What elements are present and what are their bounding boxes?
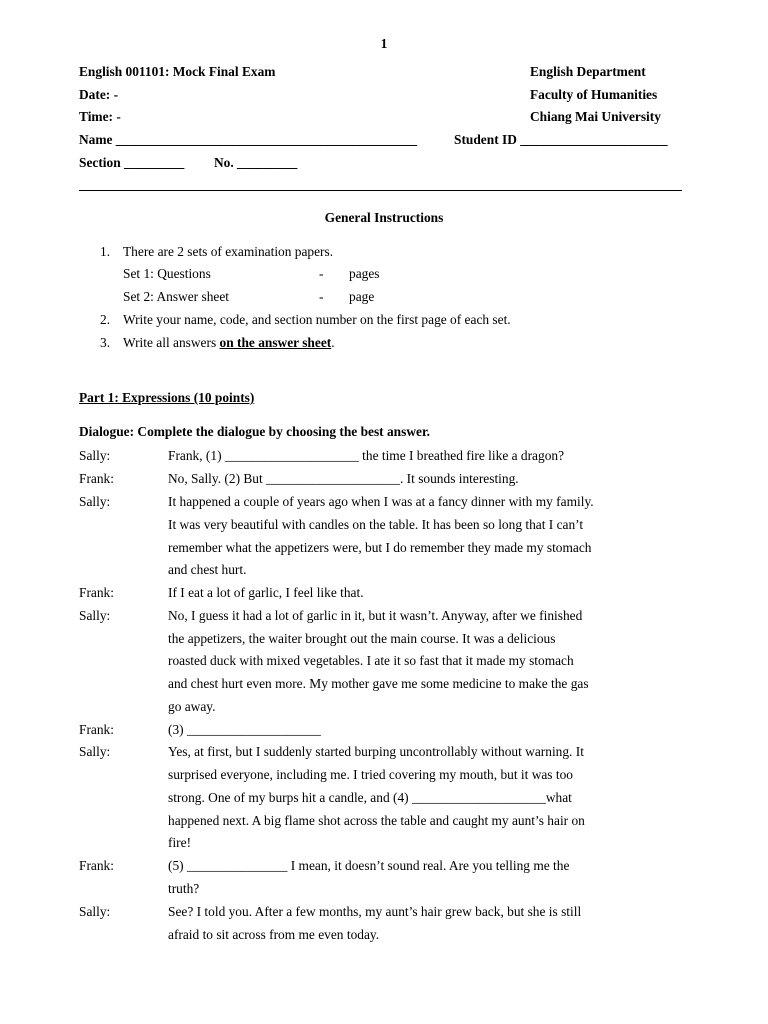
dialogue-line: No, Sally. (2) But ____________________. It sounds interesting. bbox=[168, 471, 519, 486]
set-value: page bbox=[349, 289, 375, 304]
dialogue-line: (5) _______________ I mean, it doesn’t sound real. Are you telling me the bbox=[168, 858, 570, 873]
university: Chiang Mai University bbox=[530, 109, 661, 124]
dialogue-line: (3) ____________________ bbox=[168, 722, 321, 737]
dialogue-line: and chest hurt even more. My mother gave me some medicine to make the gas bbox=[168, 676, 589, 691]
instruction-text: Write all answers on the answer sheet. bbox=[123, 335, 335, 350]
dialogue-line: No, I guess it had a lot of garlic in it, but it wasn’t. Anyway, after we finished bbox=[168, 608, 583, 623]
dialogue-line: remember what the appetizers were, but I do remember they made my stomach bbox=[168, 540, 592, 555]
instruction-number: 3. bbox=[100, 335, 111, 350]
dialogue-line: surprised everyone, including me. I tried covering my mouth, but it was too bbox=[168, 767, 573, 782]
dialogue-line: fire! bbox=[168, 835, 192, 850]
page-number: 1 bbox=[380, 36, 388, 51]
exam-time: Time: - bbox=[79, 109, 121, 124]
set-dash: - bbox=[319, 289, 324, 304]
dialogue-line: It happened a couple of years ago when I was at a fancy dinner with my family. bbox=[168, 494, 594, 509]
dialogue-line: strong. One of my burps hit a candle, and (4) ____________________what bbox=[168, 790, 572, 805]
instruction-number: 1. bbox=[100, 244, 111, 259]
dialogue-line: truth? bbox=[168, 881, 200, 896]
dialogue-line: go away. bbox=[168, 699, 216, 714]
speaker: Frank: bbox=[79, 471, 114, 486]
section-field: Section _________ bbox=[79, 155, 185, 170]
exam-date: Date: - bbox=[79, 87, 119, 102]
speaker: Frank: bbox=[79, 722, 114, 737]
speaker: Sally: bbox=[79, 904, 111, 919]
dialogue-line: and chest hurt. bbox=[168, 562, 247, 577]
dialogue-line: happened next. A big flame shot across the table and caught my aunt’s hair on bbox=[168, 813, 585, 828]
instruction-text: Write your name, code, and section number on the first page of each set. bbox=[123, 312, 511, 327]
instruction-number: 2. bbox=[100, 312, 111, 327]
faculty: Faculty of Humanities bbox=[530, 87, 658, 102]
dialogue-line: Frank, (1) ____________________ the time I breathed fire like a dragon? bbox=[168, 448, 565, 463]
instructions-title: General Instructions bbox=[324, 210, 444, 225]
dialogue-line: afraid to sit across from me even today. bbox=[168, 927, 380, 942]
instruction-text: There are 2 sets of examination papers. bbox=[123, 244, 334, 259]
speaker: Frank: bbox=[79, 858, 114, 873]
speaker: Sally: bbox=[79, 494, 111, 509]
department: English Department bbox=[530, 64, 646, 79]
part1-title: Part 1: Expressions (10 points) bbox=[79, 390, 255, 405]
set-label: Set 2: Answer sheet bbox=[123, 289, 229, 304]
set-value: pages bbox=[349, 266, 380, 281]
course-title: English 001101: Mock Final Exam bbox=[79, 64, 276, 79]
dialogue-line: roasted duck with mixed vegetables. I ate it so fast that it made my stomach bbox=[168, 653, 574, 668]
dialogue-line: Yes, at first, but I suddenly started burping uncontrollably without warning. It bbox=[168, 744, 584, 759]
dialogue-instruction: Dialogue: Complete the dialogue by choosing the best answer. bbox=[79, 424, 431, 439]
set-label: Set 1: Questions bbox=[123, 266, 211, 281]
speaker: Sally: bbox=[79, 744, 111, 759]
dialogue-line: It was very beautiful with candles on the table. It has been so long that I can’t bbox=[168, 517, 584, 532]
name-field: Name _____________________________________________ bbox=[79, 132, 418, 147]
set-dash: - bbox=[319, 266, 324, 281]
dialogue-line: See? I told you. After a few months, my aunt’s hair grew back, but she is still bbox=[168, 904, 582, 919]
dialogue-line: the appetizers, the waiter brought out the main course. It was a delicious bbox=[168, 631, 556, 646]
header-divider bbox=[79, 190, 682, 191]
number-field: No. _________ bbox=[214, 155, 298, 170]
speaker: Sally: bbox=[79, 608, 111, 623]
instruction-emphasis: on the answer sheet bbox=[219, 335, 332, 350]
student-id-field: Student ID ______________________ bbox=[454, 132, 668, 147]
dialogue-line: If I eat a lot of garlic, I feel like that. bbox=[168, 585, 364, 600]
speaker: Sally: bbox=[79, 448, 111, 463]
speaker: Frank: bbox=[79, 585, 114, 600]
